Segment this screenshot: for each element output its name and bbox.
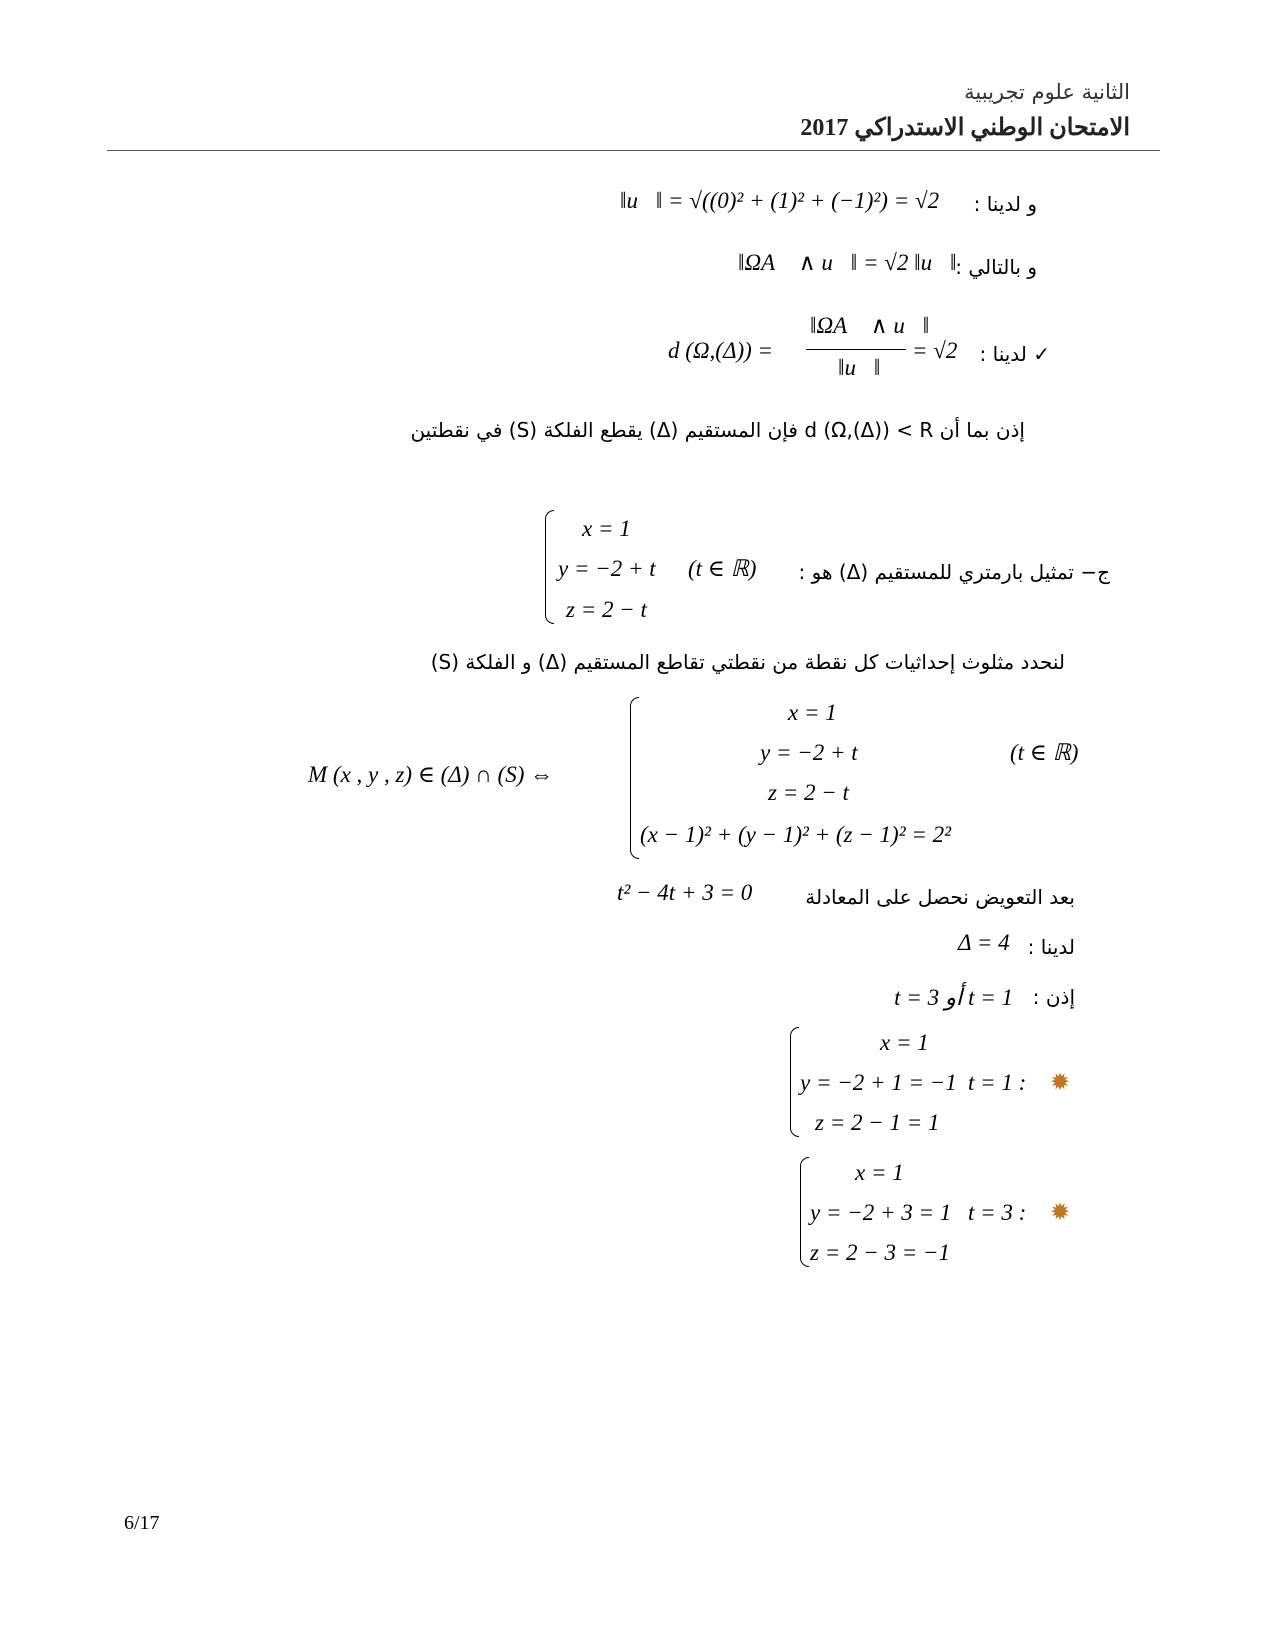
line4-conclusion: إذن بما أن d (Ω,(Δ)) < R فإن المستقيم (Δ) يقطع الفلكة (S) في نقطتين xyxy=(410,418,1025,442)
param-x: x = 1 xyxy=(582,516,631,541)
intersect-domain: (t ∈ ℝ) xyxy=(1010,740,1079,765)
roots-text: إذن : xyxy=(1032,985,1075,1009)
star-burst-icon: ✹ xyxy=(1050,1200,1071,1226)
point2-brace xyxy=(800,1157,809,1267)
intersect-y: y = −2 + t xyxy=(760,740,858,765)
line2-math: ‖ΩA⃗ ∧ u⃗‖ = √2 ‖u⃗‖ xyxy=(738,250,957,275)
point2-z: z = 2 − 3 = −1 xyxy=(810,1240,951,1265)
param-y: y = −2 + t xyxy=(558,556,656,581)
param-z: z = 2 − t xyxy=(566,597,647,622)
star-burst-icon: ✹ xyxy=(1050,1070,1071,1096)
point1-z: z = 2 − 1 = 1 xyxy=(815,1110,940,1135)
delta-text: لدينا : xyxy=(1027,935,1075,959)
equation-text: بعد التعويض نحصل على المعادلة xyxy=(805,885,1075,909)
line1-math: ‖u⃗‖ = √((0)² + (1)² + (−1)²) = √2 xyxy=(620,188,940,213)
point2-y: y = −2 + 3 = 1 xyxy=(810,1200,952,1225)
point1-brace xyxy=(790,1027,799,1137)
intersect-intro: لنحدد مثلوث إحداثيات كل نقطة من نقطتي تقاطع المستقيم (Δ) و الفلكة (S) xyxy=(430,650,1065,674)
param-brace xyxy=(545,510,554,624)
delta-math: Δ = 4 xyxy=(958,930,1010,955)
intersect-x: x = 1 xyxy=(788,700,837,725)
line3-text: ✓ لدينا : xyxy=(979,342,1050,366)
param-domain: (t ∈ ℝ) xyxy=(688,556,757,581)
roots-math: t = 3 أو t = 1 xyxy=(894,985,1013,1010)
line3-denominator: ‖u⃗‖ xyxy=(838,355,881,380)
header-level: الثانية علوم تجريبية xyxy=(964,80,1130,104)
header-rule xyxy=(107,150,1160,151)
line3-numerator: ‖ΩA⃗ ∧ u⃗‖ xyxy=(810,313,930,338)
point1-cond: t = 1 : xyxy=(968,1070,1027,1095)
point2-cond: t = 3 : xyxy=(968,1200,1027,1225)
intersect-z: z = 2 − t xyxy=(768,780,849,805)
line3-rhs: = √2 xyxy=(912,338,958,363)
header-exam: الامتحان الوطني الاستدراكي 2017 xyxy=(800,115,1130,141)
point2-x: x = 1 xyxy=(855,1160,904,1185)
fraction-bar xyxy=(806,349,906,350)
param-label: ج− تمثيل بارمتري للمستقيم (Δ) هو : xyxy=(798,560,1110,584)
page-number: 6/17 xyxy=(124,1512,160,1534)
line3-lhs: d (Ω,(Δ)) = xyxy=(668,338,774,363)
intersect-lhs: M (x , y , z) ∈ (Δ) ∩ (S) ⇔ xyxy=(308,762,554,787)
line1-text: و لدينا : xyxy=(973,192,1037,216)
intersect-sphere: (x − 1)² + (y − 1)² + (z − 1)² = 2² xyxy=(640,822,952,847)
point1-x: x = 1 xyxy=(880,1030,929,1055)
intersect-brace xyxy=(630,697,639,859)
point1-y: y = −2 + 1 = −1 xyxy=(800,1070,957,1095)
line2-text: و بالتالي : xyxy=(955,255,1037,279)
equation-math: t² − 4t + 3 = 0 xyxy=(617,880,753,905)
